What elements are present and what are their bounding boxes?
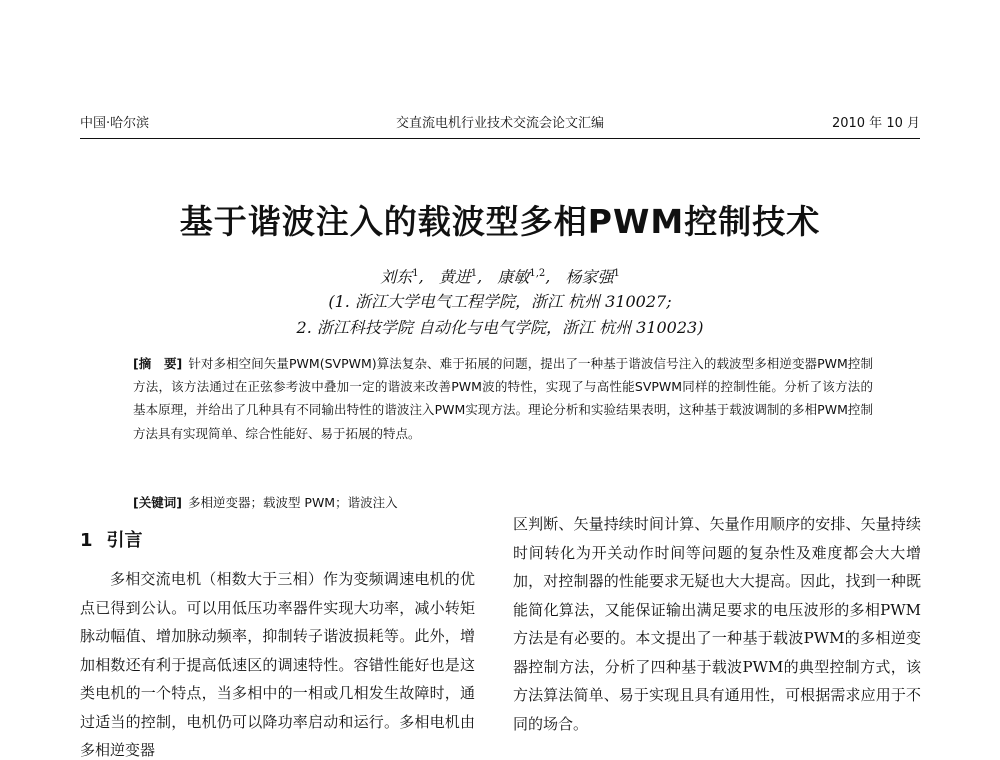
keywords-label: [关键词] bbox=[133, 495, 182, 510]
header-date: 2010 年 10 月 bbox=[831, 116, 920, 131]
author-affil-mark: 1,2 bbox=[529, 268, 546, 279]
paper-title: 基于谐波注入的载波型多相PWM控制技术 bbox=[179, 202, 821, 241]
abstract-text: 针对多相空间矢量PWM(SVPWM)算法复杂、难于拓展的问题，提出了一种基于谐波信号注入的载波型多相逆变器PWM控制方法，该方法通过在正弦参考波中叠加一定的谐波来改善PWM波的特性，实现了与高性能SVPWM同样的控制性能。分析了该方法的基本原理，并给出了几种具有不同输出特性的谐波注入PWM实现方法。理论分析和实验结果表明，这种基于载波调制的多相PWM控制方法具有实现简单、综合性能好、易于拓展的特点。 bbox=[133, 356, 873, 441]
author-list: 刘东$^1$, 黄进$^1$, 康敏$^{1,2}$, 杨家强$^1$ bbox=[380, 267, 620, 287]
header-proceedings: 交直流电机行业技术交流会论文汇编 bbox=[395, 116, 604, 131]
body-left-column: 多相交流电机（相数大于三相）作为变频调速电机的优点已得到公认。可以用低压功率器件实现大功率，减小转矩脉动幅值、增加脉动频率，抑制转子谐波损耗等。此外，增加相数还有利于提高低速区的调速特性。容错性能好也是这类电机的一个特点，当多相中的一相或几相发生故障时，通过适当的控制，电机仍可以降功率启动和运行。多相电机由多相逆变器 bbox=[80, 570, 475, 759]
author-affil-mark: 1 bbox=[412, 268, 419, 279]
author-name: 黄进 bbox=[438, 267, 471, 287]
abstract bbox=[133, 352, 873, 445]
body-right-column: 区判断、矢量持续时间计算、矢量作用顺序的安排、矢量持续时间转化为开关动作时间等问题的复杂性及难度都会大大增加，对控制器的性能要求无疑也大大提高。因此，找到一种既能简化算法，又能保证输出满足要求的电压波形的多相PWM方法是有必要的。本文提出了一种基于载波PWM的多相逆变器控制方法，分析了四种基于载波PWM的典型控制方式，该方法算法简单、易于实现且具有通用性，可根据需求应用于不同的场合。 bbox=[513, 515, 921, 733]
author-affil-mark: 1 bbox=[613, 268, 620, 279]
author-name: 康敏 bbox=[497, 267, 530, 287]
author-affil-mark: 1 bbox=[470, 268, 478, 279]
section-number: 1 bbox=[80, 530, 93, 551]
running-header bbox=[80, 115, 920, 137]
author-name: 刘东 bbox=[380, 267, 413, 287]
abstract-label: [摘 要] bbox=[133, 356, 183, 371]
author-name: 杨家强 bbox=[565, 267, 614, 287]
affiliation-1: (1. 浙江大学电气工程学院，浙江 杭州 310027; bbox=[328, 292, 672, 311]
header-rule bbox=[80, 138, 920, 139]
section-title: 引言 bbox=[106, 530, 143, 551]
section-heading bbox=[80, 528, 143, 554]
keywords-text: 多相逆变器；载波型 PWM；谐波注入 bbox=[187, 495, 398, 510]
header-location: 中国·哈尔滨 bbox=[80, 116, 150, 131]
affiliation-2: 2. 浙江科技学院 自动化与电气学院，浙江 杭州 310023) bbox=[296, 318, 704, 337]
